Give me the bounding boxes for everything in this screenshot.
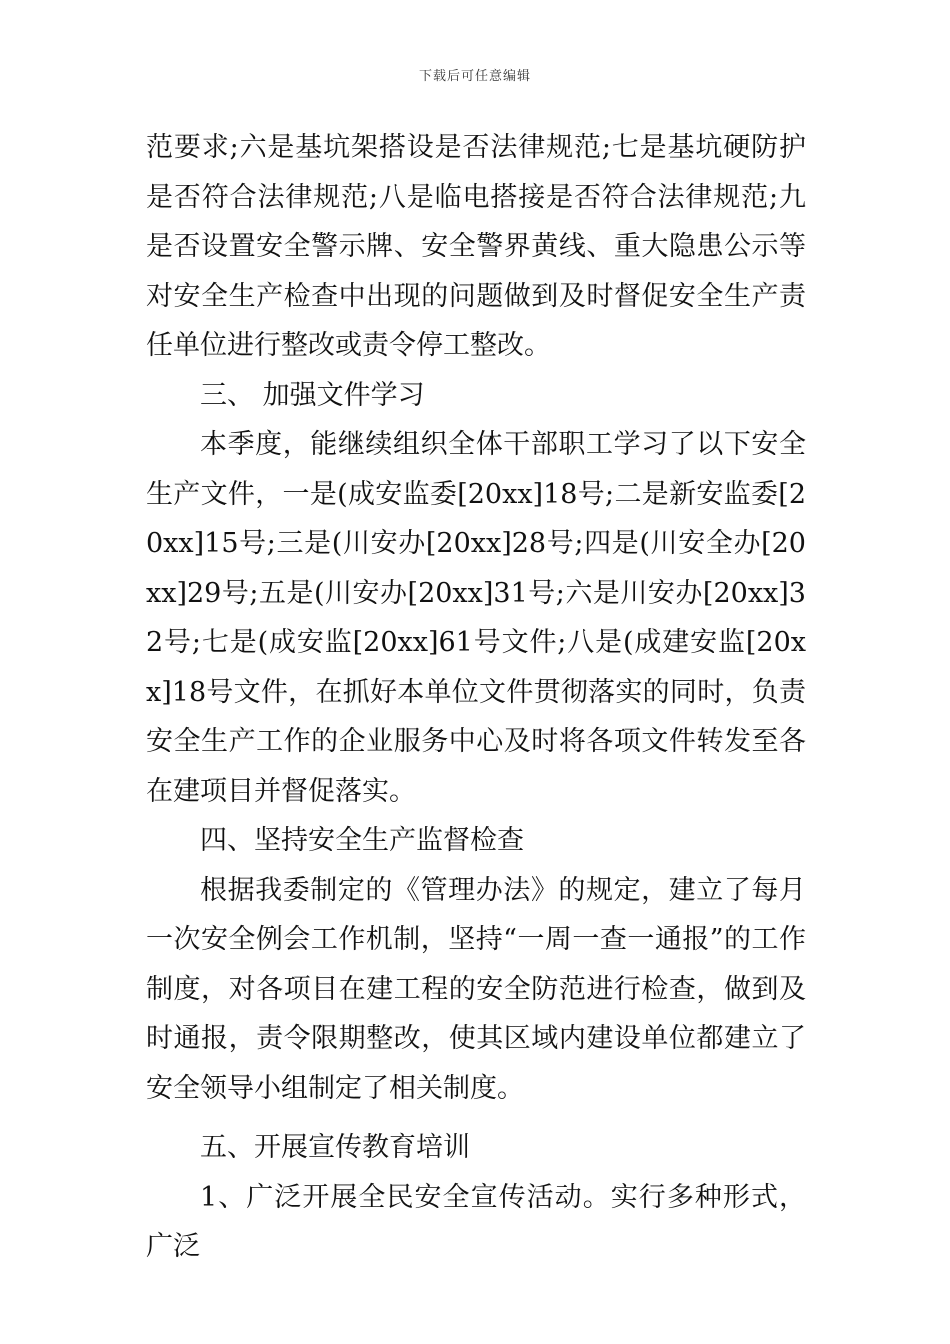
page-header: 下载后可任意编辑	[418, 69, 531, 84]
paragraph-inspection-items: 范要求;六是基坑架搭设是否法律规范;七是基坑硬防护是否符合法律规范;八是临电搭接是否符合法律规范;九是否设置安全警示牌、安全警界黄线、重大隐患公示等对安全生产检查中出现的问题做到及时督促安全生产责任单位进行整改或责令停工整改。	[146, 132, 806, 361]
section-heading-4: 四、坚持安全生产监督检查	[200, 825, 524, 856]
paragraph-publicity: 1、广泛开展全民安全宣传活动。实行多种形式，广泛	[146, 1181, 806, 1262]
section-heading-5: 五、开展宣传教育培训	[200, 1132, 470, 1163]
paragraph-document-study: 本季度，能继续组织全体干部职工学习了以下安全生产文件，一是(成安监委[20xx]18号;二是新安监委[20xx]15号;三是(川安办[20xx]28号;四是(川安全办[20xx]29号;五是(川安办[20xx]31号;六是川安办[20xx]32号;七是(成安监[20xx]61号文件;八是(成建安监[20xx]18号文件，在抓好本单位文件贯彻落实的同时，负责安全生产工作的企业服务中心及时将各项文件转发至各在建项目并督促落实。	[146, 429, 806, 807]
paragraph-supervision: 根据我委制定的《管理办法》的规定，建立了每月一次安全例会工作机制，坚持“一周一查一通报”的工作制度，对各项目在建工程的安全防范进行检查，做到及时通报，责令限期整改，使其区域内建设单位都建立了安全领导小组制定了相关制度。	[146, 874, 806, 1104]
section-heading-3: 三、 加强文件学习	[200, 379, 425, 411]
document-body	[146, 123, 806, 1272]
